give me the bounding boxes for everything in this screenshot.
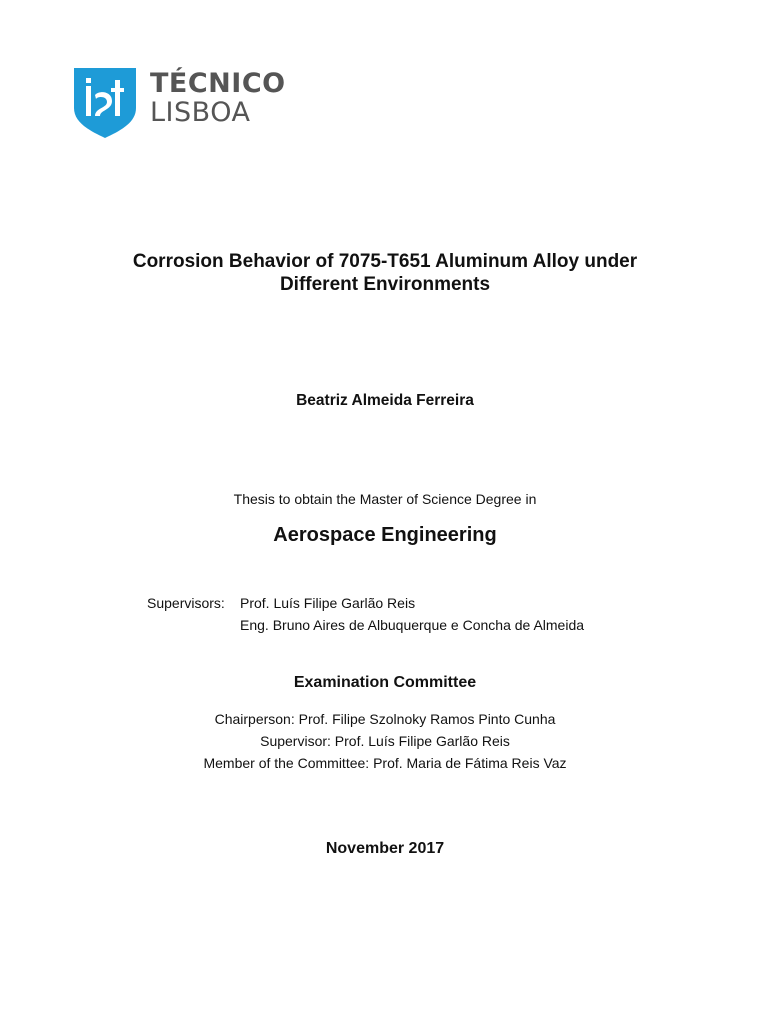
submission-date: November 2017: [325, 840, 445, 857]
title-line1: Corrosion Behavior of 7075-T651 Aluminum Alloy under: [132, 251, 638, 272]
degree-name: Aerospace Engineering: [273, 524, 497, 546]
committee-member: Member of the Committee: Prof. Maria de Fátima Reis Vaz: [203, 755, 567, 771]
committee-member: Supervisor: Prof. Luís Filipe Garlão Reis: [260, 733, 510, 749]
supervisor-row: [147, 614, 584, 636]
thesis-title: [0, 250, 770, 296]
supervisors-label-spacer: [147, 614, 240, 636]
committee-list: [0, 708, 770, 774]
wordmark-line1: TÉCNICO: [150, 68, 286, 99]
supervisors-block: [147, 592, 584, 636]
supervisors-label: Supervisors:: [147, 595, 225, 611]
title-line2: Different Environments: [279, 274, 491, 295]
institution-wordmark: [150, 70, 286, 126]
committee-heading: Examination Committee: [293, 674, 477, 691]
supervisor-name: Prof. Luís Filipe Garlão Reis: [240, 595, 416, 611]
supervisor-name: Eng. Bruno Aires de Albuquerque e Concha de Almeida: [240, 617, 585, 633]
committee-member: Chairperson: Prof. Filipe Szolnoky Ramos Pinto Cunha: [214, 711, 556, 727]
supervisor-row: [147, 592, 584, 614]
thesis-intro: Thesis to obtain the Master of Science Degree in: [233, 491, 537, 507]
institution-logo: [74, 68, 286, 140]
wordmark-line2: LISBOA: [150, 97, 251, 128]
author-name: Beatriz Almeida Ferreira: [296, 392, 474, 409]
ist-shield-icon: [74, 68, 136, 138]
